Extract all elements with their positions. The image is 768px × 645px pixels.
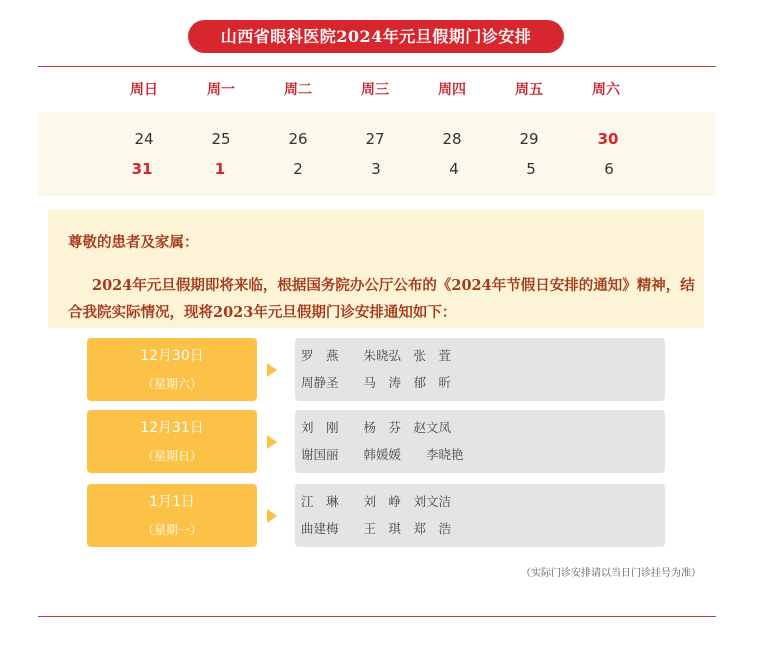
schedule-date-badge — [87, 410, 257, 473]
schedule-doctors — [295, 484, 665, 547]
schedule-weekday: （星期日） — [141, 449, 202, 463]
doctor-names-line: 江 琳 刘 峥 刘文洁 — [301, 494, 452, 509]
calendar-day: 4 — [449, 160, 459, 178]
calendar-day: 27 — [365, 130, 385, 148]
calendar-week-1 — [0, 129, 768, 149]
weekday-thu: 周四 — [438, 82, 466, 98]
calendar-day: 5 — [526, 160, 536, 178]
footnote: （实际门诊安排请以当日门诊挂号为准） — [521, 568, 701, 579]
triangle-arrow-icon — [267, 509, 277, 523]
page-title: 山西省眼科医院2024年元旦假期门诊安排 — [188, 20, 564, 53]
weekday-wed: 周三 — [361, 82, 389, 98]
calendar-day-holiday: 30 — [597, 130, 619, 148]
doctor-names-line: 刘 刚 杨 芬 赵文凤 — [301, 420, 452, 435]
triangle-arrow-icon — [267, 435, 277, 449]
calendar-day: 26 — [288, 130, 308, 148]
weekday-tue: 周二 — [284, 82, 312, 98]
weekday-mon: 周一 — [207, 82, 235, 98]
weekday-sun: 周日 — [130, 82, 158, 98]
doctor-names-line: 罗 燕 朱晓弘 张 萓 — [301, 348, 452, 363]
schedule-date: 1月1日 — [149, 494, 195, 510]
weekday-sat: 周六 — [592, 82, 620, 98]
doctor-names-line: 谢国丽 韩媛媛 李晓艳 — [301, 447, 464, 462]
schedule-doctors — [295, 410, 665, 473]
calendar-background — [38, 112, 716, 196]
schedule-date-badge — [87, 484, 257, 547]
doctor-names-line: 周静圣 马 涛 郁 昕 — [301, 375, 452, 390]
schedule-date: 12月31日 — [140, 420, 204, 436]
triangle-arrow-icon — [267, 363, 277, 377]
calendar-week-2 — [0, 159, 768, 179]
calendar-day: 6 — [604, 160, 614, 178]
weekday-fri: 周五 — [515, 82, 543, 98]
calendar-day: 3 — [371, 160, 381, 178]
schedule-weekday: （星期一） — [141, 523, 202, 537]
calendar-day: 28 — [442, 130, 462, 148]
calendar-day-holiday: 1 — [214, 160, 226, 178]
weekday-header — [0, 80, 768, 100]
schedule-doctors — [295, 338, 665, 401]
calendar-day: 24 — [134, 130, 154, 148]
doctor-names-line: 曲建梅 王 琪 郑 浩 — [301, 521, 452, 536]
schedule-date: 12月30日 — [140, 348, 204, 364]
bottom-divider — [38, 616, 716, 617]
calendar-day: 25 — [211, 130, 231, 148]
schedule-weekday: （星期六） — [141, 377, 202, 391]
top-divider — [38, 66, 716, 67]
notice-greeting: 尊敬的患者及家属： — [68, 234, 199, 251]
calendar-day: 29 — [519, 130, 539, 148]
calendar-day: 2 — [293, 160, 303, 178]
schedule-date-badge — [87, 338, 257, 401]
calendar-day-holiday: 31 — [131, 160, 153, 178]
notice-body: 2024年元旦假期即将来临，根据国务院办公厅公布的《2024年节假日安排的通知》精神，结合我院实际情况，现将2023年元旦假期门诊安排通知如下： — [68, 277, 695, 321]
